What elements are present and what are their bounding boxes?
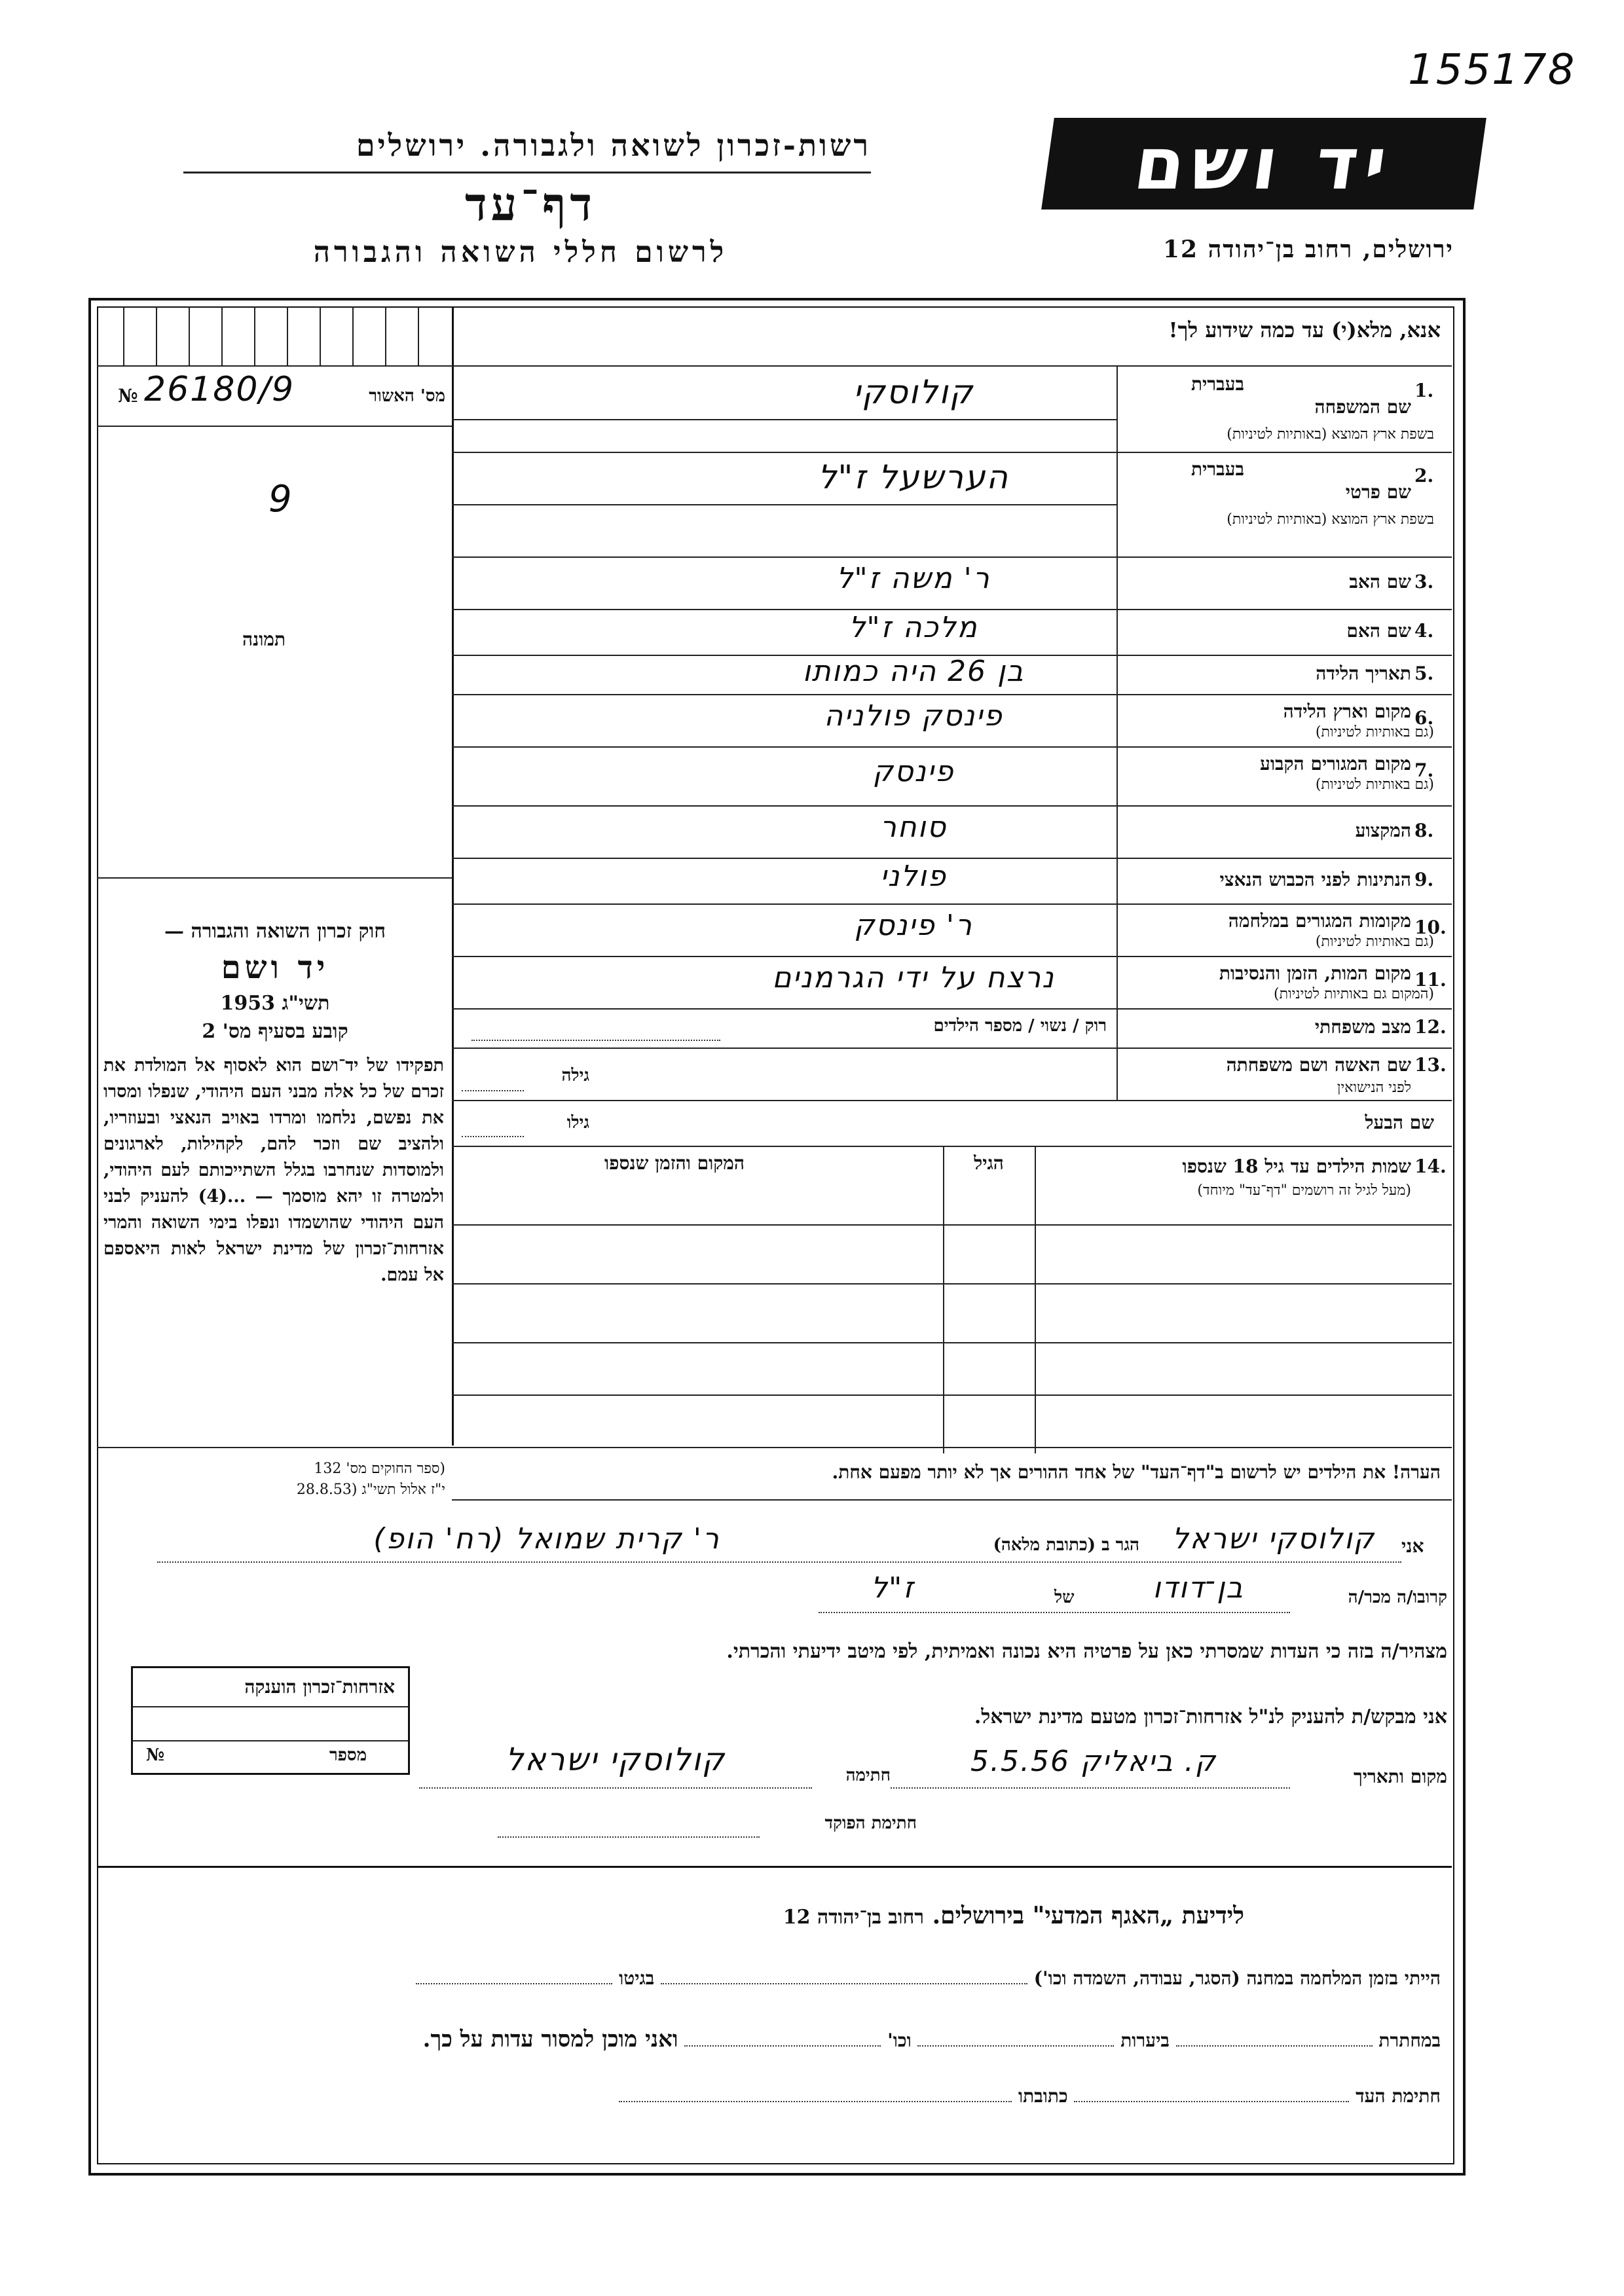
field-number: 3. (1414, 571, 1434, 592)
footer-ghetto-label: בגיטו (619, 1967, 655, 1989)
citizenship-number-label: מספר (329, 1745, 367, 1765)
row-divider (452, 556, 1452, 558)
footer-forests-label: ביערות (1120, 2030, 1170, 2051)
footer-etc-label: וכו' (887, 2030, 912, 2051)
field-number: 8. (1414, 820, 1434, 841)
footer-forests-field[interactable] (917, 2045, 1114, 2047)
request-text: אני מבקש/ת להעניק לנ"ל אזרחות־זכרון מטעם מדינת ישראל. (974, 1705, 1447, 1728)
footer-witness-sig-field[interactable] (1074, 2101, 1349, 2102)
footer-ready-text: ואני מוכן למסור עדות על כך. (422, 2026, 678, 2052)
row-divider (452, 452, 1452, 453)
field-value[interactable]: פינסק (872, 755, 955, 788)
field-number: 11. (1414, 969, 1447, 991)
declarant-address-dots (157, 1561, 1401, 1563)
field-label: שם פרטי (1345, 481, 1411, 503)
top-strip-line (97, 365, 1452, 367)
signature-value: קולוסקי ישראל (506, 1741, 726, 1778)
field-sublabel: בשפת ארץ המוצא (באותיות לטיניות) (1227, 426, 1434, 443)
wife-label: שם האשה ושם משפחתה (1226, 1054, 1411, 1076)
signature-label: חתימה (845, 1766, 891, 1785)
wife-age-label: גילה (561, 1066, 589, 1085)
field-split-line (452, 419, 1116, 420)
approval-label: מס' האשור (369, 386, 445, 406)
children-sub: (מעל לגיל זה רושמים "דף־עד" מיוחד) (1197, 1182, 1411, 1199)
approval-prefix: № (118, 385, 138, 407)
declare-text: מצהיר/ה בזה כי העדות שמסרתי כאן על פרטיה היא נכונה ואמיתית, לפי מיטב ידיעתי והכרתי. (726, 1640, 1447, 1663)
citizenship-box (131, 1666, 410, 1775)
law-year-hebrew: תשי"ג (282, 992, 330, 1015)
field-value[interactable]: ר' משה ז"ל (836, 562, 991, 595)
marital-dots (471, 1040, 720, 1041)
authority-line: רשות-זכרון לשואה ולגבורה. ירושלים (356, 128, 871, 163)
field-label: שם המשפחה (1314, 396, 1411, 418)
husband-label: שם הבעל (1365, 1112, 1434, 1133)
field-label: שם האם (1346, 620, 1411, 642)
field-value[interactable]: קולוסקי (853, 373, 974, 411)
field-label: הנתינות לפני הכבוש הנאצי (1219, 869, 1411, 890)
relation-shel: של (1054, 1588, 1075, 1607)
place-date-label: מקום ותאריך (1353, 1766, 1447, 1787)
photo-label: תמונה (242, 629, 286, 650)
wife-sub: לפני הנישואין (1337, 1080, 1411, 1096)
field-number: 6. (1414, 707, 1434, 729)
field-value[interactable]: הערשעל ז"ל (818, 458, 1009, 496)
field-label: תאריך הלידה (1316, 663, 1411, 684)
footer-camp-label: הייתי בזמן המלחמה במחנה (הסגר, עבודה, השמדה וכו') (1033, 1967, 1441, 1989)
field-number: 2. (1414, 465, 1434, 486)
law-date: י"ז אלול תשי"ג (28.8.53 (296, 1482, 445, 1498)
law-clause: קובע בסעיף מס' 2 (202, 1020, 348, 1043)
wife-age-dots (462, 1090, 524, 1091)
field-hebrew-label: בעברית (1190, 458, 1244, 480)
yad-vashem-logo (1041, 118, 1486, 210)
field-number: 1. (1414, 380, 1434, 401)
children-age-col: הגיל (974, 1152, 1004, 1174)
field-value[interactable]: בן 26 היה כמותו (802, 655, 1025, 688)
field-label: המקצוע (1355, 820, 1411, 841)
footer-heading-text: לידיעת „האגף המדעי" בירושלים. (932, 1902, 1244, 1929)
note-text: הערה! את הילדים יש לרשום ב"דף־העד" של אחד ההורים אך לא יותר מפעם אחת. (832, 1461, 1441, 1483)
field-label: מקומות המגורים במלחמה (1228, 910, 1411, 932)
field-label: מקום וארץ הלידה (1283, 701, 1411, 722)
field-value[interactable]: מלכה ז"ל (849, 611, 978, 644)
marital-options[interactable]: רוק / נשוי / מספר הילדים (933, 1016, 1107, 1036)
row-divider (452, 694, 1452, 695)
citizenship-title: אזרחות־זכרון הוענקה (244, 1676, 395, 1698)
intro-text: אנא, מלא(י) עד כמה שידוע לך! (1168, 318, 1441, 342)
footer-address-label: כתובתו (1018, 2085, 1068, 2107)
field-number: 5. (1414, 663, 1434, 684)
field-value[interactable]: סוחר (879, 811, 948, 844)
marital-label: מצב משפחתי (1314, 1016, 1411, 1038)
marital-num: 12. (1414, 1016, 1447, 1038)
header-address: ירושלים, רחוב בן־יהודה 12 (1162, 236, 1454, 263)
footer-address: רחוב בן־יהודה 12 (783, 1906, 925, 1929)
field-sublabel: (גם באותיות לטיניות) (1315, 934, 1434, 950)
approval-value: 26180/9 (144, 370, 295, 409)
declarant-name: קולוסקי ישראל (1172, 1522, 1376, 1556)
footer-witness-sig-label: חתימת העד (1356, 2085, 1441, 2107)
law-text: תפקידו של יד־ושם הוא לאסוף אל המולדת את זכרם של כל אלה מבני העם היהודי, שנפלו ומסרו את נפשם, נלחמו ומרדו באויב הנאצי ובעוזריו, ולהציב שם וזכר להם, לקהילות, לארגונים ולמוסדות שנחרבו בגלל השתייכותם לעם היהודי, ולמטרה זו יהא מוסמך — ...(4) להעניק לבני העם היהודי שהושמדו ונפלו בימי השואה והמרי אזרחות־זכרון של מדינת ישראל לאות היאספם אל עמם. (103, 1055, 445, 1285)
children-label: שמות הילדים עד גיל 18 שנספו (1182, 1156, 1411, 1177)
field-number: 9. (1414, 869, 1434, 890)
archive-number: 155178 (1408, 46, 1576, 94)
field-sublabel: בשפת ארץ המוצא (באותיות לטיניות) (1227, 511, 1434, 528)
law-title: חוק זכרון השואה והגבורה — (164, 920, 386, 943)
field-value[interactable]: פינסק פולניה (824, 699, 1003, 733)
footer-address-field[interactable] (619, 2101, 1012, 2102)
footer-underground-field[interactable] (1176, 2045, 1373, 2047)
approval-line (97, 426, 452, 427)
field-value[interactable]: פולני (880, 860, 947, 893)
footer-line3 (118, 2085, 1441, 2107)
field-label: שם האב (1349, 571, 1411, 592)
form-title: דף־עד (464, 177, 596, 231)
row-divider (452, 903, 1452, 905)
wife-num: 13. (1414, 1054, 1447, 1076)
declarant-resides: הגר ב (כתובת מלאה) (993, 1535, 1139, 1555)
deceased-mark: ז"ל (871, 1571, 915, 1605)
field-sublabel: (גם באותיות לטיניות) (1315, 776, 1434, 793)
office-boxes (97, 306, 452, 365)
children-place-col: המקום והזמן שנספו (604, 1152, 745, 1174)
row-divider (452, 858, 1452, 859)
logo-text: יד ושם (1129, 122, 1399, 206)
footer-heading (458, 1902, 1244, 1929)
footer-line1 (118, 1967, 1441, 1990)
row-divider (452, 609, 1452, 610)
declarant-address: ר' קרית שמואל (רח' הופ) (373, 1522, 720, 1556)
husband-age-dots (462, 1136, 524, 1137)
footer-camp-field[interactable] (661, 1983, 1027, 1984)
row-divider (452, 746, 1452, 748)
law-year (105, 992, 445, 1015)
relation-value: בן־דודו (1153, 1571, 1244, 1605)
footer-underground-label: במחתרת (1378, 2030, 1441, 2051)
field-sublabel: (גם באותיות לטיניות) (1315, 724, 1434, 740)
children-num: 14. (1414, 1156, 1447, 1177)
field-sublabel: (המקום גם באותיות לטיניות) (1274, 986, 1434, 1002)
row-divider (452, 805, 1452, 807)
field-number: 7. (1414, 759, 1434, 781)
footer-etc-field[interactable] (684, 2045, 881, 2047)
law-year-number: 1953 (220, 992, 276, 1015)
authority-underline (183, 172, 871, 173)
place-date-value: ק. ביאליק 5.5.56 (970, 1745, 1217, 1778)
field-number: 10. (1414, 917, 1447, 938)
citizenship-number-prefix: № (146, 1745, 165, 1765)
field-hebrew-label: בעברית (1190, 373, 1244, 395)
field-label: מקום המות, הזמן והנסיבות (1219, 962, 1411, 984)
relation-label: קרובו/ה מכר/ה (1348, 1588, 1447, 1607)
law-source: (ספר החוקים מס' 132 (314, 1461, 445, 1477)
field-split-line (452, 504, 1116, 505)
side-number: 9 (268, 478, 293, 520)
column-divider (452, 306, 454, 1446)
field-number: 4. (1414, 620, 1434, 642)
row-divider (452, 1008, 1452, 1010)
label-divider (1116, 367, 1118, 1100)
footer-ghetto-field[interactable] (416, 1983, 612, 1984)
declarant-ani: אני (1401, 1535, 1424, 1557)
field-value[interactable]: ר' פינסק (854, 909, 973, 942)
form-subtitle: לרשום חללי השואה והגבורה (313, 236, 728, 269)
field-label: מקום המגורים הקבוע (1260, 753, 1411, 774)
row-divider (452, 956, 1452, 957)
footer-line2 (118, 2026, 1441, 2052)
husband-age-label: גילו (566, 1113, 589, 1133)
field-value[interactable]: נרצח על ידי הגרמנים (772, 961, 1055, 994)
law-name: יד ושם (221, 949, 329, 986)
officer-label: חתימת הפוקד (824, 1813, 917, 1833)
